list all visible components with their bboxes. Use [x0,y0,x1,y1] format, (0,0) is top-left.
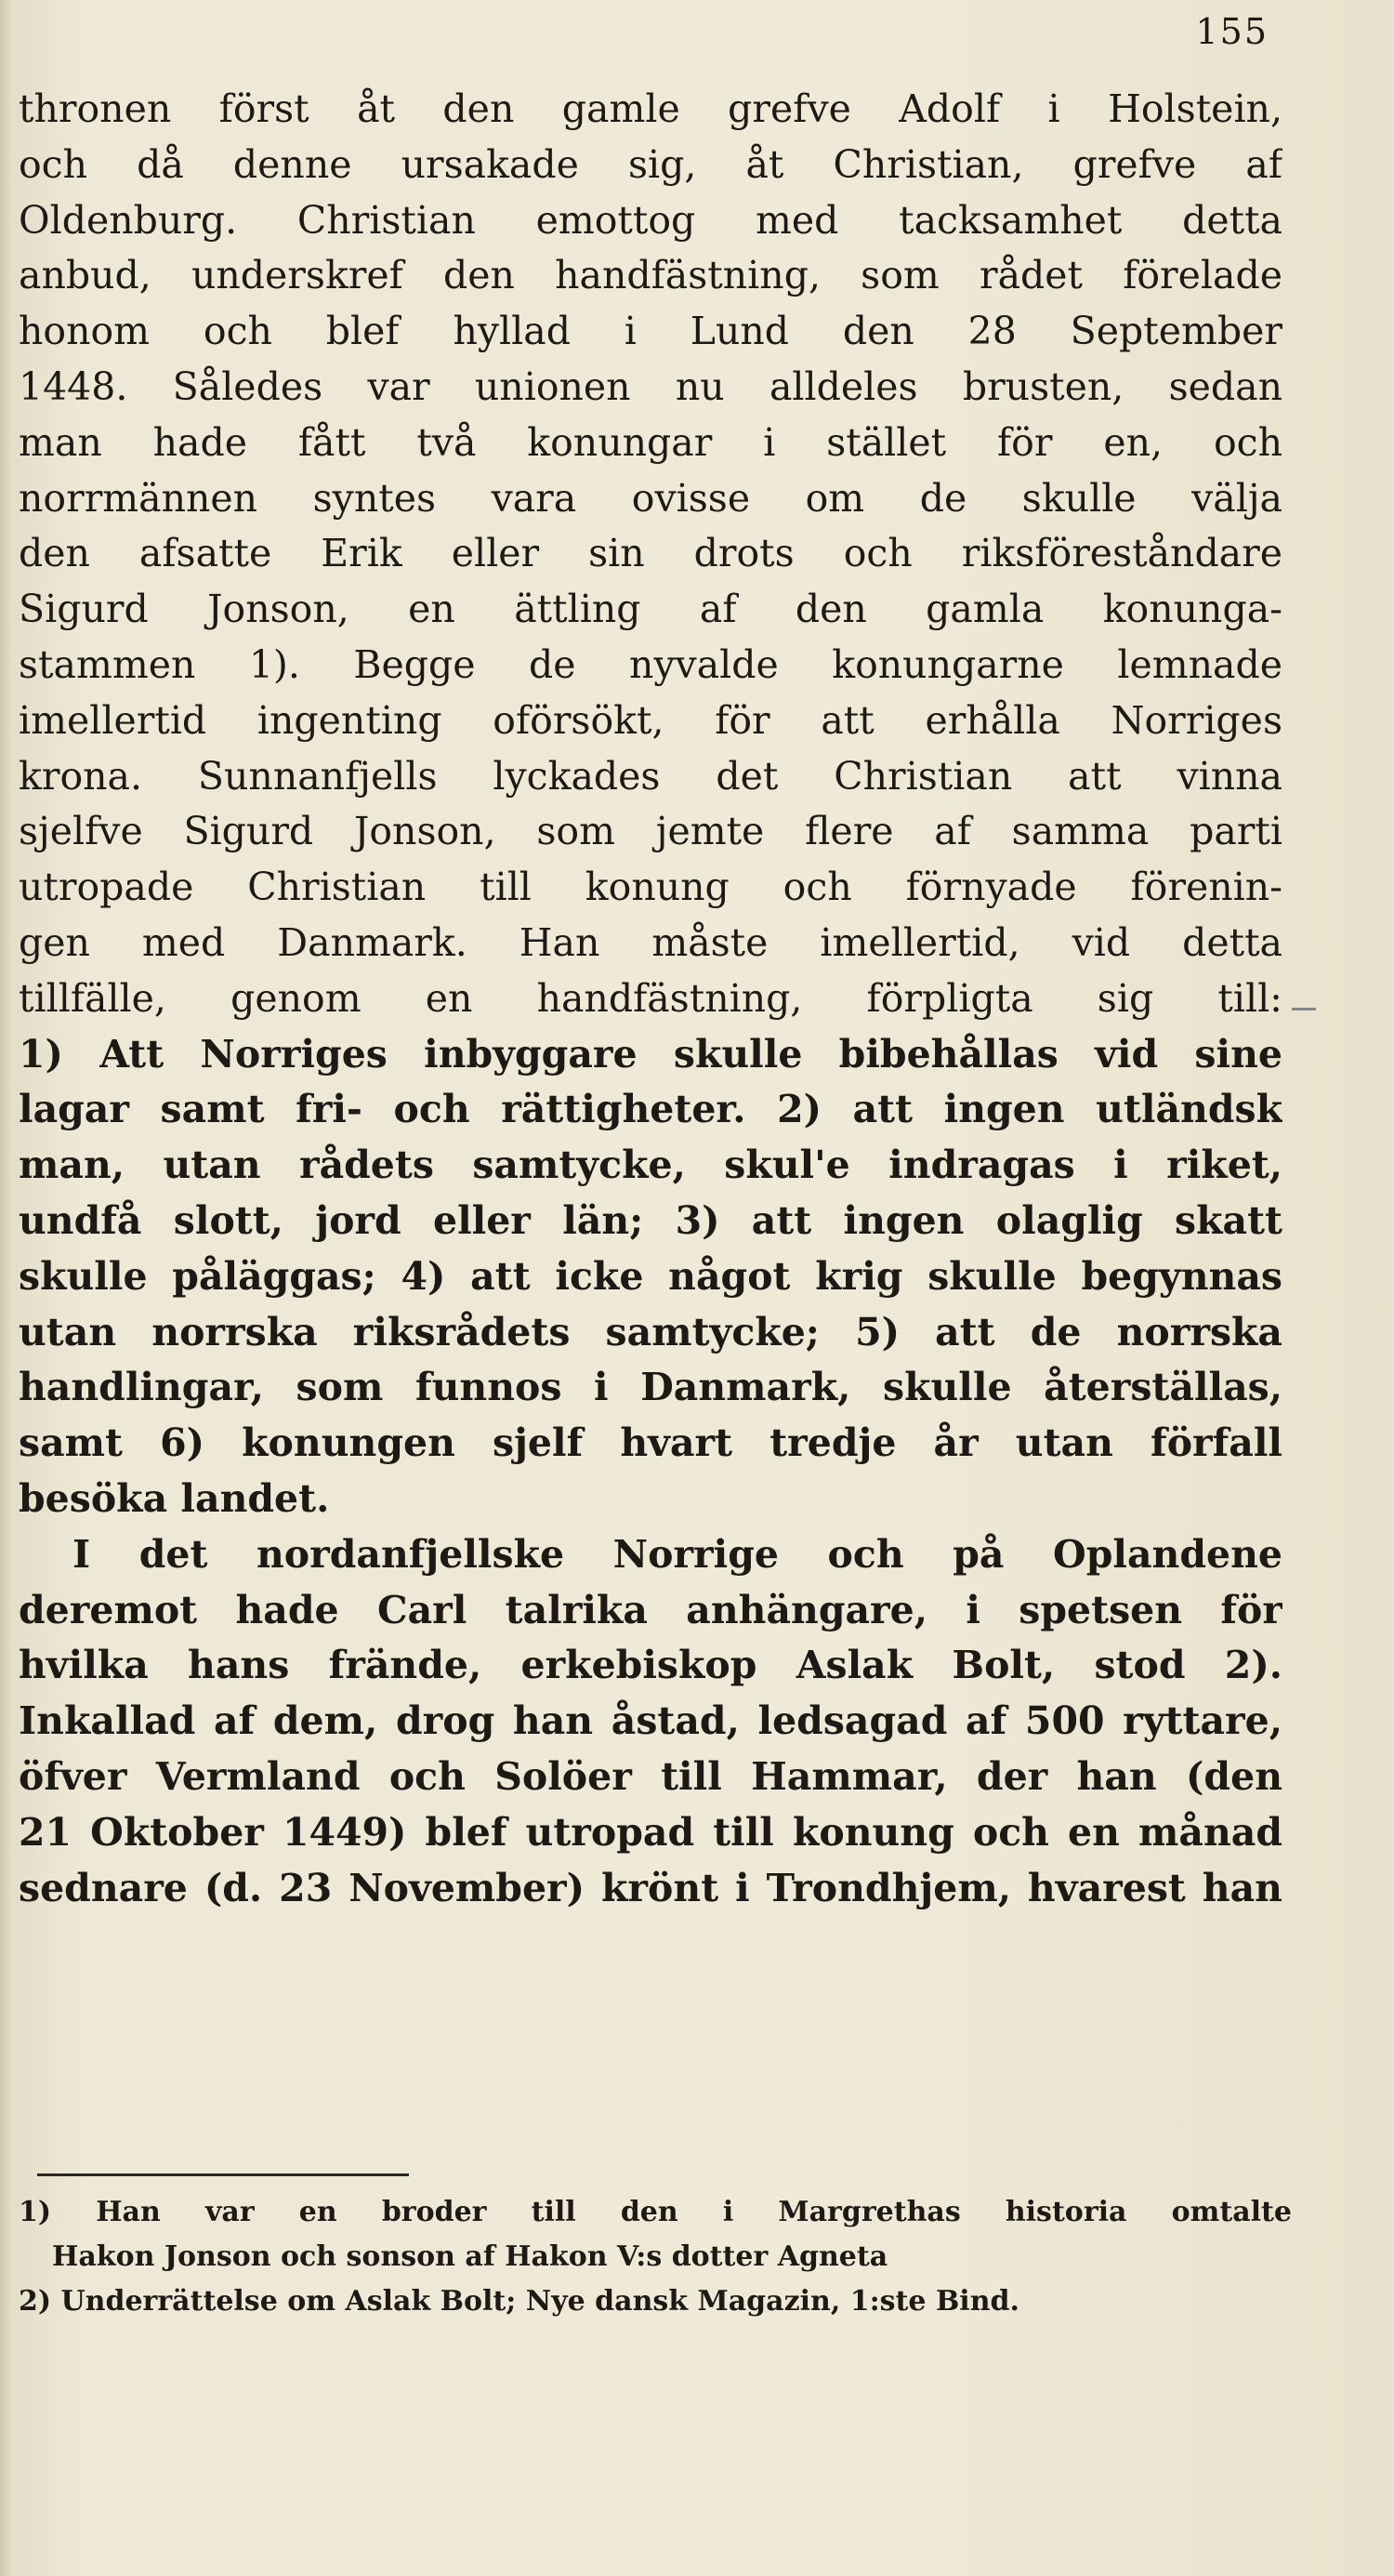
text-line: 1) Att Norriges inbyggare skulle bibehållas vid sine [19,1031,1282,1077]
text-line: samt 6) konungen sjelf hvart tredje år utan förfall [19,1420,1282,1466]
page-number: 155 [1195,11,1269,52]
footnote-1-continuation: Hakon Jonson och sonson af Hakon V:s dotter Agneta [52,2240,888,2273]
text-line: handlingar, som funnos i Danmark, skulle återställas, [19,1365,1282,1410]
text-line: gen med Danmark. Han måste imellertid, vid detta [19,919,1282,965]
margin-mark [1292,1008,1316,1011]
text-line: utan norrska riksrådets samtycke; 5) att de norrska [19,1309,1282,1354]
text-line: den afsatte Erik eller sin drots och riksföreståndare [19,531,1282,576]
footnote-1: 1) Han var en broder till den i Margrethas historia omtalte [19,2196,1292,2228]
text-line: och då denne ursakade sig, åt Christian, grefve af [19,141,1282,187]
text-line: öfver Vermland och Solöer till Hammar, der han (den [19,1753,1282,1799]
footnote-divider [37,2173,409,2176]
text-line: norrmännen syntes vara ovisse om de skulle välja [19,475,1282,521]
text-line: sednare (d. 23 November) krönt i Trondhjem, hvarest han [19,1865,1282,1910]
text-line: tillfälle, genom en handfästning, förpligta sig till: [19,975,1282,1021]
paragraph-start-line: I det nordanfjellske Norrige och på Oplandene [72,1531,1282,1577]
text-line: hvilka hans frände, erkebiskop Aslak Bolt, stod 2). [19,1643,1282,1688]
text-line: sjelfve Sigurd Jonson, som jemte flere af samma parti [19,809,1282,854]
text-line: stammen 1). Begge de nyvalde konungarne lemnade [19,641,1282,687]
page-spine-shadow [0,0,13,2576]
text-line: krona. Sunnanfjells lyckades det Christian att vinna [19,753,1282,799]
text-line: utropade Christian till konung och förnyade förenin- [19,865,1282,910]
text-line: honom och blef hyllad i Lund den 28 September [19,309,1282,354]
paragraph-end-line: besöka landet. [19,1475,330,1521]
text-line: undfå slott, jord eller län; 3) att ingen olaglig skatt [19,1197,1282,1243]
text-line: deremot hade Carl talrika anhängare, i spetsen för [19,1587,1282,1632]
text-line: imellertid ingenting oförsökt, för att erhålla Norriges [19,697,1282,743]
text-line: Inkallad af dem, drog han åstad, ledsagad af 500 ryttare, [19,1698,1282,1744]
text-line: man hade fått två konungar i stället för en, och [19,419,1282,465]
text-line: Oldenburg. Christian emottog med tacksamhet detta [19,197,1282,243]
text-line: lagar samt fri- och rättigheter. 2) att ingen utländsk [19,1087,1282,1132]
body-text [19,82,1282,1916]
footnotes [19,2190,1292,2324]
text-line: 21 Oktober 1449) blef utropad till konung och en månad [19,1809,1282,1855]
text-line: anbud, underskref den handfästning, som rådet förelade [19,253,1282,298]
text-line: 1448. Således var unionen nu alldeles brusten, sedan [19,363,1282,409]
footnote-2: 2) Underrättelse om Aslak Bolt; Nye dansk Magazin, 1:ste Bind. [19,2285,1019,2318]
text-line: thronen först åt den gamle grefve Adolf i Holstein, [19,86,1282,131]
text-line: man, utan rådets samtycke, skul'e indragas i riket, [19,1143,1282,1188]
text-line: Sigurd Jonson, en ättling af den gamla konunga- [19,587,1282,632]
text-line: skulle påläggas; 4) att icke något krig skulle begynnas [19,1253,1282,1299]
